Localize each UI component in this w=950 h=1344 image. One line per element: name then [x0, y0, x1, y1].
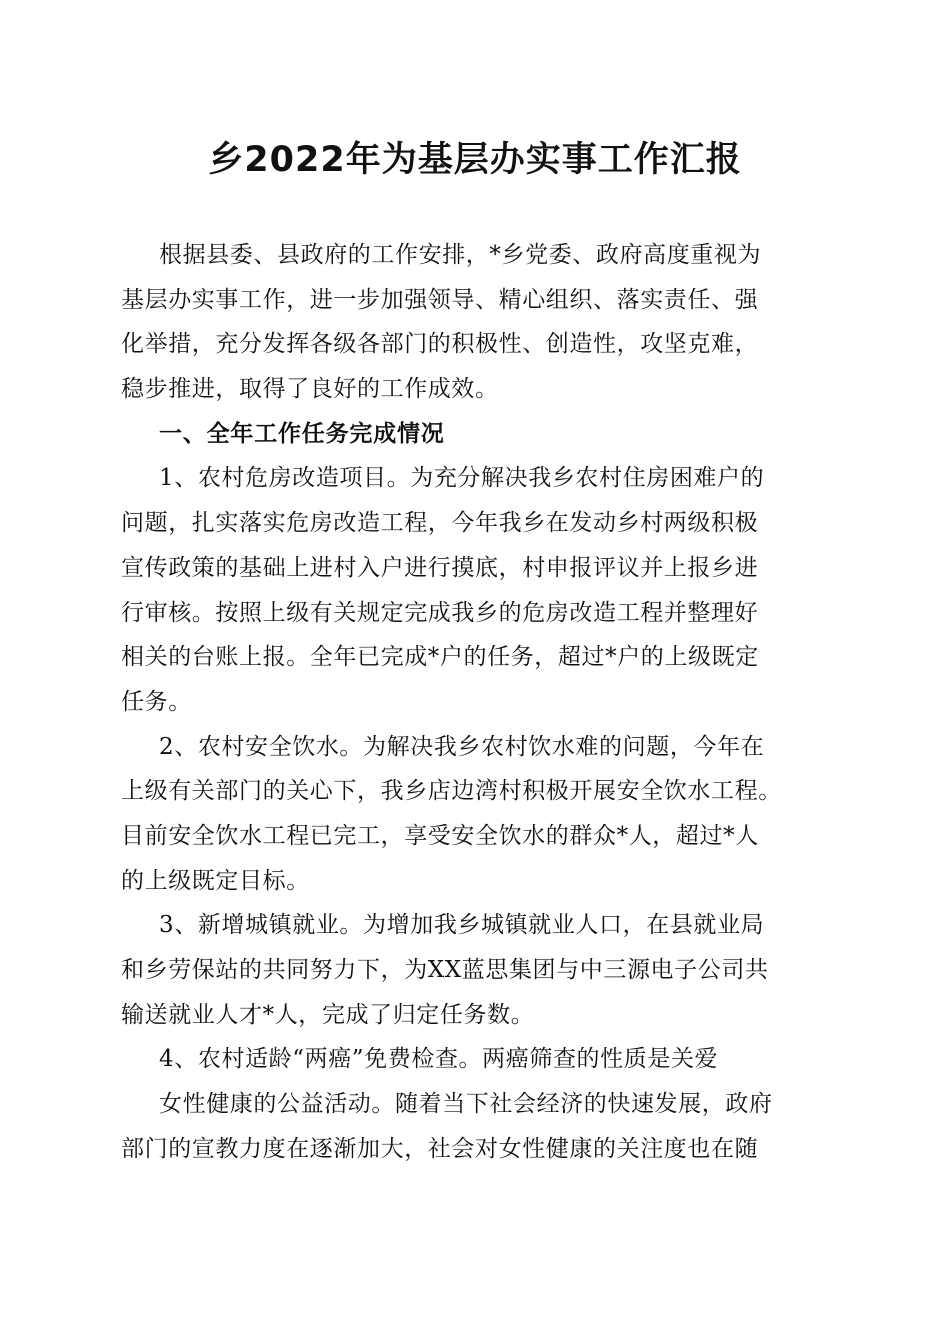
paragraph-line: 化举措，充分发挥各级各部门的积极性、创造性，攻坚克难，	[121, 331, 759, 358]
paragraph-line: 行审核。按照上级有关规定完成我乡的危房改造工程并整理好	[121, 599, 759, 626]
paragraph-line: 目前安全饮水工程已完工，享受安全饮水的群众*人，超过*人	[121, 822, 759, 849]
paragraph-line: 任务。	[121, 688, 192, 715]
paragraph-line: 1、农村危房改造项目。为充分解决我乡农村住房困难户的	[159, 465, 765, 492]
paragraph-line: 上级有关部门的关心下，我乡店边湾村积极开展安全饮水工程。	[121, 778, 782, 805]
paragraph-line: 宣传政策的基础上进村入户进行摸底，村申报评议并上报乡进	[121, 554, 759, 581]
paragraph-line: 和乡劳保站的共同努力下，为XX蓝思集团与中三源电子公司共	[121, 957, 769, 983]
document-body	[121, 233, 831, 1171]
paragraph-line: 2、农村安全饮水。为解决我乡农村饮水难的问题，今年在	[159, 733, 765, 760]
paragraph-line: 稳步推进，取得了良好的工作成效。	[121, 376, 499, 403]
paragraph-line: 根据县委、县政府的工作安排，*乡党委、政府高度重视为	[159, 242, 762, 268]
document-title: 乡2022年为基层办实事工作汇报	[208, 140, 742, 180]
paragraph-line: 的上级既定目标。	[121, 867, 310, 894]
paragraph-line: 输送就业人才*人，完成了归定任务数。	[121, 1001, 535, 1028]
section-heading: 一、全年工作任务完成情况	[159, 420, 445, 447]
paragraph-line: 部门的宣教力度在逐渐加大，社会对女性健康的关注度也在随	[121, 1135, 759, 1162]
paragraph-line: 基层办实事工作，进一步加强领导、精心组织、落实责任、强	[121, 286, 759, 313]
paragraph-line: 相关的台账上报。全年已完成*户的任务，超过*户的上级既定	[121, 644, 759, 671]
paragraph-line: 4、农村适龄“两癌”免费检查。两癌筛查的性质是关爱	[159, 1046, 719, 1073]
paragraph-line: 3、新增城镇就业。为增加我乡城镇就业人口，在县就业局	[159, 912, 765, 939]
paragraph-line: 女性健康的公益活动。随着当下社会经济的快速发展，政府	[159, 1091, 773, 1118]
paragraph-line: 问题，扎实落实危房改造工程，今年我乡在发动乡村两级积极	[121, 510, 759, 537]
